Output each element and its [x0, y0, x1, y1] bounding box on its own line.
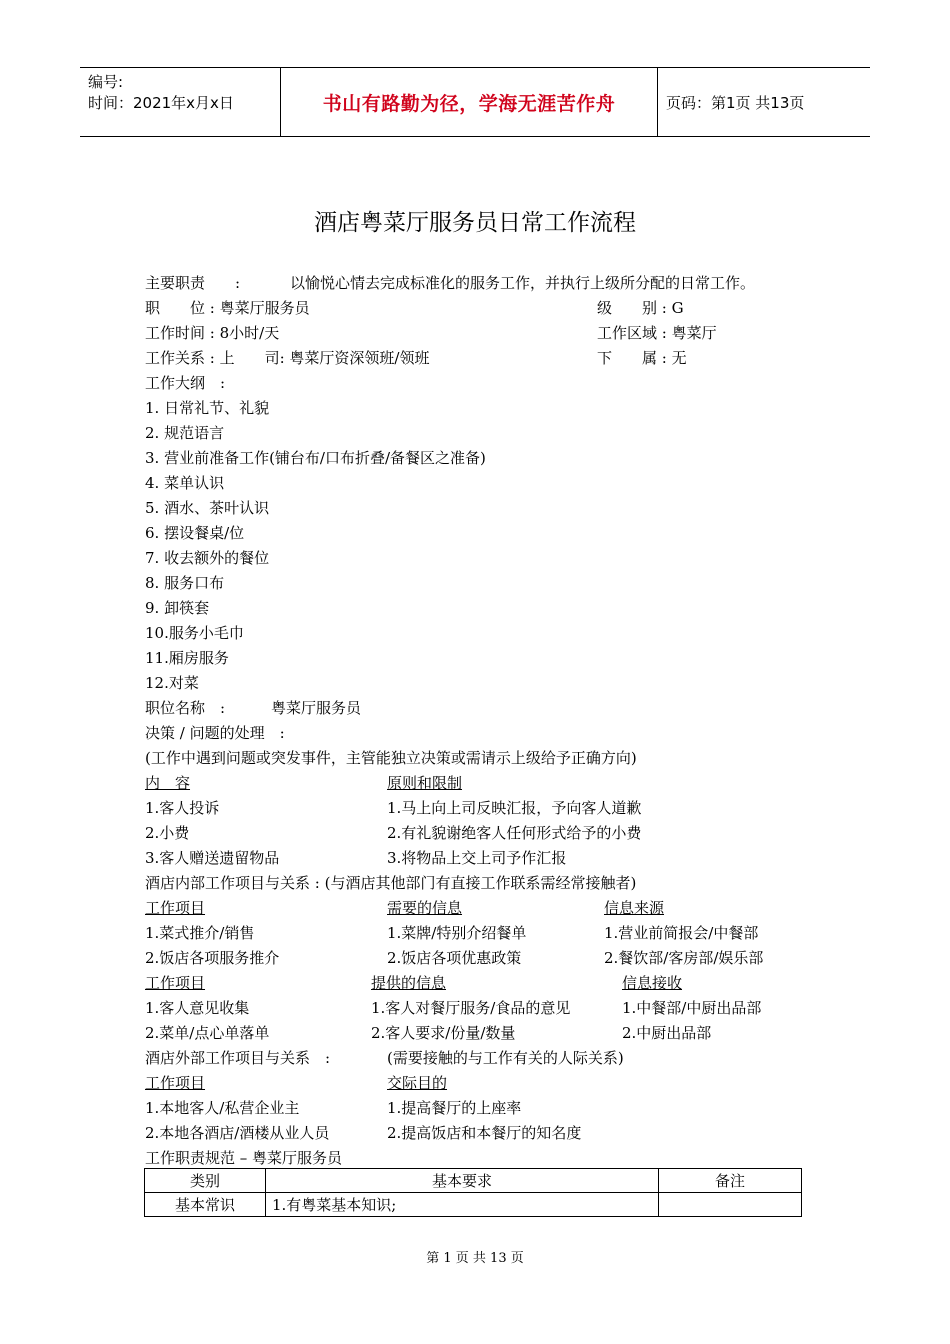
outline-item-text: 6. 摆设餐桌/位	[145, 524, 245, 542]
decision-note-text: (工作中遇到问题或突发事件，主管能独立决策或需请示上级给予正确方向)	[145, 749, 637, 767]
decision-label-text: 决策 / 问题的处理 :	[145, 724, 285, 742]
outline-item-text: 11.厢房服务	[145, 649, 229, 667]
table-header-cell: 备注	[659, 1169, 802, 1193]
decision-header-rules: 原则和限制	[387, 774, 463, 792]
internal-header	[145, 896, 825, 921]
internal-cell: 2.饭店各项优惠政策	[387, 949, 522, 967]
area-field: 工作区域 : 粤菜厅	[597, 324, 717, 342]
time-label: 时间：2021年x月x日	[88, 94, 234, 112]
outline-item-text: 3. 营业前准备工作(铺台布/口布折叠/备餐区之准备)	[145, 449, 486, 467]
external-header	[145, 1071, 825, 1096]
hours-line	[145, 321, 825, 346]
outline-item-text: 10.服务小毛巾	[145, 624, 244, 642]
external-header-cell: 交际目的	[387, 1074, 448, 1092]
table-header-cell: 基本要求	[266, 1169, 659, 1193]
internal-cell: 2.菜单/点心单落单	[145, 1024, 270, 1042]
outline-label-text: 工作大纲 :	[145, 374, 226, 392]
outline-item	[145, 521, 825, 546]
job-name-line	[145, 696, 825, 721]
internal-label-text: 酒店内部工作项目与关系 : (与酒店其他部门有直接工作联系需经常接触者)	[145, 874, 637, 892]
external-row	[145, 1096, 825, 1121]
internal-header-cell: 需要的信息	[387, 899, 463, 917]
duty-line	[145, 271, 825, 296]
decision-cell: 1.客人投诉	[145, 799, 220, 817]
internal-cell: 1.菜牌/特别介绍餐单	[387, 924, 527, 942]
relation-field: 工作关系 : 上 司: 粤菜厅资深领班/领班	[145, 349, 430, 367]
table-row	[145, 1193, 802, 1217]
external-row	[145, 1121, 825, 1146]
internal-cell: 2.餐饮部/客房部/娱乐部	[604, 949, 764, 967]
internal-cell: 2.客人要求/份量/数量	[371, 1024, 516, 1042]
decision-cell: 2.有礼貌谢绝客人任何形式给予的小费	[387, 824, 642, 842]
position-line	[145, 296, 825, 321]
outline-item-text: 7. 收去额外的餐位	[145, 549, 270, 567]
relation-line	[145, 346, 825, 371]
number-label: 编号:	[88, 73, 124, 91]
outline-item-text: 8. 服务口布	[145, 574, 225, 592]
decision-header	[145, 771, 825, 796]
document-body	[145, 271, 825, 1171]
external-cell: 2.本地各酒店/酒楼从业人员	[145, 1124, 330, 1142]
outline-item	[145, 446, 825, 471]
internal-row	[145, 1021, 825, 1046]
spec-table	[144, 1168, 802, 1217]
internal-header-cell: 信息来源	[604, 899, 665, 917]
decision-label	[145, 721, 825, 746]
outline-item	[145, 596, 825, 621]
outline-item	[145, 621, 825, 646]
internal-header-cell: 信息接收	[622, 974, 683, 992]
subordinate-field: 下 属 : 无	[597, 349, 687, 367]
external-label: 酒店外部工作项目与关系 :	[145, 1049, 331, 1067]
internal-header-cell: 工作项目	[145, 899, 206, 917]
external-cell: 2.提高饭店和本餐厅的知名度	[387, 1124, 582, 1142]
decision-row	[145, 821, 825, 846]
internal-header-cell: 工作项目	[145, 974, 206, 992]
internal-cell: 1.菜式推介/销售	[145, 924, 255, 942]
header-motto: 书山有路勤为径，学海无涯苦作舟	[280, 68, 658, 136]
internal-cell: 1.客人对餐厅服务/食品的意见	[371, 999, 571, 1017]
spec-label-text: 工作职责规范 – 粤菜厅服务员	[145, 1149, 343, 1167]
table-cell	[659, 1193, 802, 1217]
outline-item	[145, 671, 825, 696]
internal-cell: 2.中厨出品部	[622, 1024, 712, 1042]
outline-item	[145, 471, 825, 496]
hours-field: 工作时间 : 8小时/天	[145, 324, 280, 342]
internal-cell: 1.客人意见收集	[145, 999, 250, 1017]
internal-cell: 1.中餐部/中厨出品部	[622, 999, 762, 1017]
outline-item	[145, 546, 825, 571]
external-cell: 1.本地客人/私营企业主	[145, 1099, 300, 1117]
table-header-row	[145, 1169, 802, 1193]
level-field: 级 别 : G	[597, 299, 684, 317]
internal-header	[145, 971, 825, 996]
table-header-cell: 类别	[145, 1169, 266, 1193]
header-page-info: 页码：第1页 共13页	[666, 93, 805, 112]
table-cell: 1.有粤菜基本知识;	[266, 1193, 659, 1217]
internal-label	[145, 871, 825, 896]
outline-item	[145, 571, 825, 596]
document-header	[80, 67, 870, 137]
decision-note	[145, 746, 825, 771]
outline-item	[145, 496, 825, 521]
outline-item-text: 12.对菜	[145, 674, 199, 692]
external-note: (需要接触的与工作有关的人际关系)	[387, 1049, 624, 1067]
outline-item-text: 1. 日常礼节、礼貌	[145, 399, 270, 417]
external-cell: 1.提高餐厅的上座率	[387, 1099, 522, 1117]
internal-row	[145, 996, 825, 1021]
job-name-value: 粤菜厅服务员	[271, 699, 362, 717]
external-label-line	[145, 1046, 825, 1071]
outline-item	[145, 421, 825, 446]
page-title: 酒店粤菜厅服务员日常工作流程	[314, 210, 636, 236]
decision-header-content: 内 容	[145, 774, 191, 792]
duty-value: 以愉悦心情去完成标准化的服务工作，并执行上级所分配的日常工作。	[290, 274, 756, 292]
decision-cell: 3.客人赠送遗留物品	[145, 849, 280, 867]
outline-label	[145, 371, 825, 396]
external-header-cell: 工作项目	[145, 1074, 206, 1092]
internal-cell: 2.饭店各项服务推介	[145, 949, 280, 967]
page-footer: 第 1 页 共 13 页	[426, 1251, 524, 1266]
outline-item-text: 9. 卸筷套	[145, 599, 210, 617]
internal-header-cell: 提供的信息	[371, 974, 447, 992]
position-field: 职 位 : 粤菜厅服务员	[145, 299, 310, 317]
decision-cell: 1.马上向上司反映汇报，予向客人道歉	[387, 799, 642, 817]
header-meta	[88, 72, 234, 114]
outline-item	[145, 646, 825, 671]
outline-item-text: 5. 酒水、茶叶认识	[145, 499, 270, 517]
internal-row	[145, 921, 825, 946]
outline-item	[145, 396, 825, 421]
decision-row	[145, 796, 825, 821]
job-name-label: 职位名称 :	[145, 699, 226, 717]
duty-label: 主要职责 :	[145, 274, 241, 292]
table-cell: 基本常识	[145, 1193, 266, 1217]
decision-cell: 3.将物品上交上司予作汇报	[387, 849, 567, 867]
internal-row	[145, 946, 825, 971]
outline-item-text: 4. 菜单认识	[145, 474, 225, 492]
decision-cell: 2.小费	[145, 824, 190, 842]
outline-item-text: 2. 规范语言	[145, 424, 225, 442]
internal-cell: 1.营业前简报会/中餐部	[604, 924, 759, 942]
decision-row	[145, 846, 825, 871]
